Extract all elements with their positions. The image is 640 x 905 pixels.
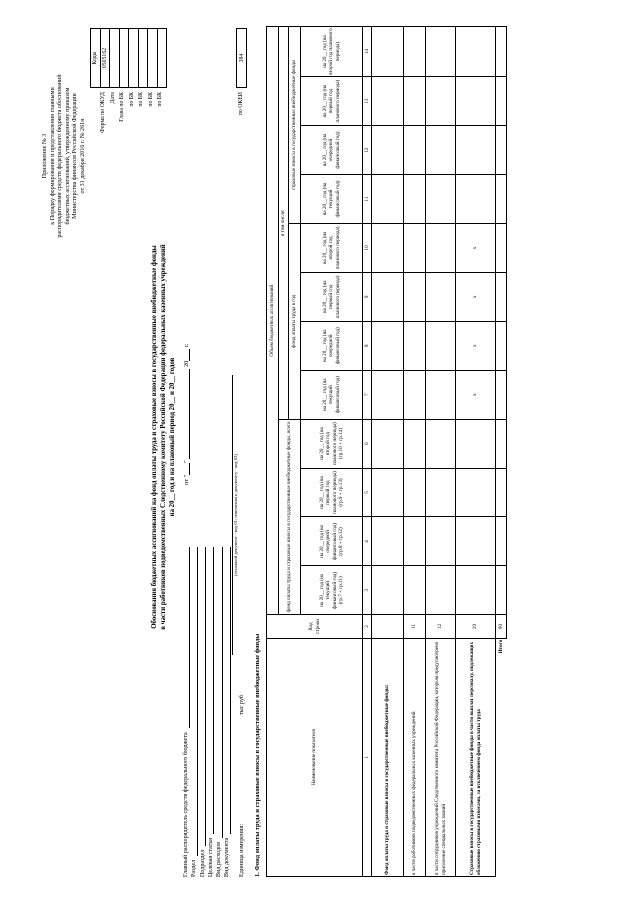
- value-cell[interactable]: [404, 27, 426, 77]
- field-line: [182, 547, 190, 728]
- col-header: на 20__ год (на первый год планового периода): [301, 77, 363, 126]
- date-suffix: г.: [183, 343, 190, 348]
- value-cell[interactable]: [404, 223, 426, 272]
- value-cell[interactable]: [456, 27, 496, 77]
- value-cell[interactable]: [372, 126, 404, 175]
- value-cell[interactable]: [404, 272, 426, 321]
- value-cell[interactable]: [496, 223, 507, 272]
- value-cell[interactable]: [404, 321, 426, 370]
- col-header: на 20__ год (на текущий финансовый год) (гр.7 + гр.11): [301, 566, 363, 615]
- value-cell[interactable]: [372, 321, 404, 370]
- value-cell[interactable]: [496, 126, 507, 175]
- code-label: по БК: [157, 92, 163, 107]
- col-header: на 20__ год (на первый год планового периода): [301, 272, 363, 321]
- col-header: на 20__ год (на второй год планового периода): [301, 27, 363, 77]
- code-cell: [110, 29, 120, 88]
- value-cell[interactable]: [496, 370, 507, 419]
- col-number: 12: [363, 126, 372, 175]
- col-number: 13: [363, 77, 372, 126]
- okei-label: по ОКЕИ: [238, 92, 244, 116]
- value-cell[interactable]: [496, 77, 507, 126]
- value-cell[interactable]: [372, 272, 404, 321]
- col-header: на 20__ год (на очередной финансовый год): [301, 321, 363, 370]
- field-line: [199, 547, 207, 846]
- value-cell[interactable]: [404, 468, 426, 517]
- appendix-line: распорядителями средств федерального бюджета обоснований: [57, 74, 64, 238]
- value-cell[interactable]: [426, 566, 456, 615]
- title-line: в части работников подведомственных Следственному комитету Российской Федерации федеральных казенных учреждений: [160, 244, 168, 630]
- title-line: Обоснования бюджетных ассигнований на фонд оплаты труда и страховые взносы в государственные внебюджетные фонды: [151, 245, 158, 629]
- appendix-line: от 31 декабря 2016 г. № 261н: [80, 118, 87, 194]
- field-label: Главный распорядитель средств федерального бюджета: [183, 732, 189, 877]
- value-cell[interactable]: [372, 27, 404, 77]
- value-cell[interactable]: [426, 27, 456, 77]
- appendix-line: Министерства финансов Российской Федерации: [72, 93, 79, 219]
- appendix-line: к Порядку формирования и представления главными: [49, 87, 56, 225]
- col-number: 3: [363, 566, 372, 615]
- value-cell[interactable]: [372, 175, 404, 224]
- total-label: Итого: [498, 639, 505, 654]
- value-cell[interactable]: [496, 272, 507, 321]
- section-title: 1. Фонд оплаты труда и страховые взносы в государственные внебюджетные фонды: [254, 633, 261, 877]
- year-prefix: 20: [183, 360, 190, 368]
- field-line: [223, 547, 231, 834]
- col-header: на 20__ год (на текущий финансовый год): [301, 370, 363, 419]
- codes-labels: [99, 92, 166, 292]
- value-cell[interactable]: [372, 566, 404, 615]
- col-number: 6: [363, 419, 372, 468]
- value-cell[interactable]: [426, 126, 456, 175]
- value-cell[interactable]: [496, 517, 507, 566]
- value-cell[interactable]: [426, 272, 456, 321]
- col-number: 4: [363, 517, 372, 566]
- value-cell[interactable]: [426, 77, 456, 126]
- value-cell[interactable]: [404, 77, 426, 126]
- row-name: Фонд оплаты труда и страховые взносы в государственные внебюджетные фонды:: [372, 638, 404, 876]
- value-cell[interactable]: [426, 468, 456, 517]
- date-quote: ": [183, 474, 190, 478]
- codes-table: [90, 28, 167, 88]
- field-row: [199, 547, 207, 877]
- value-cell[interactable]: [456, 566, 496, 615]
- value-cell[interactable]: [404, 517, 426, 566]
- col-header: на 20__ год (на текущий финансовый год): [301, 175, 363, 224]
- col-code-header: Код строки: [267, 615, 363, 638]
- col-number: 10: [363, 223, 372, 272]
- date-prefix: от: [183, 479, 190, 485]
- title-line: на 20__ год и на плановый период 20__ и 20__ годов: [169, 357, 177, 517]
- table-row: [404, 27, 426, 877]
- month-blank: [183, 369, 190, 459]
- field-label: Раздел: [191, 859, 198, 877]
- field-row: [182, 547, 190, 877]
- value-cell[interactable]: [456, 419, 496, 468]
- col-number: 5: [363, 468, 372, 517]
- value-cell[interactable]: [426, 517, 456, 566]
- code-label: по БК: [128, 92, 135, 107]
- row-code: 11: [404, 615, 426, 638]
- value-cell[interactable]: [426, 419, 456, 468]
- value-cell[interactable]: [426, 223, 456, 272]
- field-row: [215, 547, 223, 877]
- value-cell[interactable]: [372, 419, 404, 468]
- unit-value: тыс руб: [239, 694, 245, 715]
- appendix-line: бюджетных ассигнований, утвержденному приказом: [64, 87, 71, 225]
- codes-header: Коды: [91, 29, 101, 88]
- col-header: на 20__ год (на второй год планового периода) (гр.10 + гр.14): [301, 419, 363, 468]
- row-code: 90: [496, 615, 507, 638]
- value-cell[interactable]: [456, 468, 496, 517]
- x-mark-cell: x: [456, 272, 496, 321]
- code-label: Глава по БК: [119, 92, 125, 122]
- row-code: 20: [456, 615, 496, 638]
- field-label: Вид расходов: [216, 841, 223, 877]
- value-cell[interactable]: [404, 175, 426, 224]
- value-cell[interactable]: [456, 175, 496, 224]
- code-label: по БК: [147, 92, 154, 107]
- code-label: по БК: [138, 92, 144, 107]
- code-cell: [119, 29, 129, 88]
- field-row: [207, 547, 215, 877]
- value-cell[interactable]: [426, 321, 456, 370]
- total-row: [496, 27, 507, 877]
- code-label: Форма по ОКУД: [100, 92, 106, 133]
- col-number: 11: [363, 175, 372, 224]
- col-header: на 20__ год (на очередной финансовый год): [301, 126, 363, 175]
- col-number: 7: [363, 370, 372, 419]
- col-number: 14: [363, 27, 372, 77]
- field-label: Вид документа: [224, 837, 231, 877]
- value-cell[interactable]: [372, 77, 404, 126]
- field-line: [215, 547, 223, 838]
- code-cell: [129, 29, 139, 88]
- value-cell[interactable]: [496, 468, 507, 517]
- row-name: в части сотрудников учреждений Следственного комитета Российской Федерации, которым предусмотрено присвоение специальных званий: [426, 638, 456, 876]
- table-row: [372, 27, 404, 877]
- field-label: Целевая статья: [207, 838, 214, 877]
- document-type-hint: (основной документ - код 01; изменения к документу - код 02): [233, 454, 238, 576]
- field-line: [190, 547, 198, 856]
- row-name: Страховые взносы в государственные внебюджетные фонды в части выплат персоналу, подлежащих обложению страховыми взносами, за исключением фонда оплаты труда: [456, 638, 496, 876]
- col-number: 9: [363, 272, 372, 321]
- col-number: 1: [363, 638, 372, 876]
- col-number: 8: [363, 321, 372, 370]
- value-cell[interactable]: [496, 419, 507, 468]
- as-of-date: [183, 255, 190, 485]
- in-that-header: в том числе:: [279, 27, 289, 420]
- date-quote: ": [183, 460, 190, 463]
- year-blank: [183, 349, 190, 361]
- field-line: [207, 547, 215, 834]
- unit-label: Единица измерения:: [239, 823, 245, 877]
- budget-table: [266, 26, 507, 877]
- header-fields: [182, 547, 232, 877]
- value-cell[interactable]: [496, 175, 507, 224]
- total-group-header: фонд оплаты труда и страховые взносы в государственные внебюджетные фонды, всего: [279, 419, 301, 615]
- x-mark-cell: x: [456, 321, 496, 370]
- value-cell[interactable]: [456, 126, 496, 175]
- value-cell[interactable]: [372, 223, 404, 272]
- value-cell[interactable]: [426, 175, 456, 224]
- column-numbers-row: [363, 27, 372, 877]
- value-cell[interactable]: [404, 419, 426, 468]
- row-code: 12: [426, 615, 456, 638]
- value-cell[interactable]: [372, 517, 404, 566]
- value-cell[interactable]: [496, 27, 507, 77]
- value-cell[interactable]: [456, 517, 496, 566]
- code-cell: [148, 29, 158, 88]
- col-header: на 20__ год (на первый год планового периода) (гр.9 + гр.13): [301, 468, 363, 517]
- value-cell[interactable]: [496, 321, 507, 370]
- col-number: 2: [363, 615, 372, 638]
- code-cell: [157, 29, 167, 88]
- code-cell: [138, 29, 148, 88]
- volume-header: Объем бюджетных ассигнований: [267, 27, 279, 615]
- value-cell[interactable]: [372, 468, 404, 517]
- insurance-group-header: страховые взносы в государственные внебюджетные фонды: [289, 27, 301, 224]
- value-cell[interactable]: [496, 566, 507, 615]
- row-name: в части работников подведомственных федеральных казенных учреждений: [404, 638, 426, 876]
- code-cell: 0505162: [100, 29, 110, 88]
- value-cell[interactable]: [372, 370, 404, 419]
- col-name-header: Наименование показателя: [267, 638, 363, 876]
- value-cell[interactable]: [456, 77, 496, 126]
- field-label: Подраздел: [199, 849, 206, 877]
- col-header: на 20__ год (на второй год планового периода): [301, 223, 363, 272]
- col-header: на 20__ год (на очередной финансовый год) (гр.8 + гр.12): [301, 517, 363, 566]
- value-cell[interactable]: [404, 370, 426, 419]
- x-mark-cell: x: [456, 223, 496, 272]
- field-row: [190, 547, 198, 877]
- code-label: Дата: [109, 92, 116, 104]
- value-cell[interactable]: [426, 370, 456, 419]
- day-blank: [183, 463, 190, 475]
- okei-value: 384: [236, 28, 247, 88]
- value-cell[interactable]: [404, 566, 426, 615]
- row-code: [372, 615, 404, 638]
- table-row: [456, 27, 496, 877]
- value-cell[interactable]: [404, 126, 426, 175]
- appendix-note: [42, 36, 88, 276]
- field-row: [223, 547, 231, 877]
- x-mark-cell: x: [456, 370, 496, 419]
- fot-group-header: фонд оплаты труда в год: [289, 223, 301, 419]
- table-row: [426, 27, 456, 877]
- appendix-line: Приложение № 3: [42, 133, 48, 179]
